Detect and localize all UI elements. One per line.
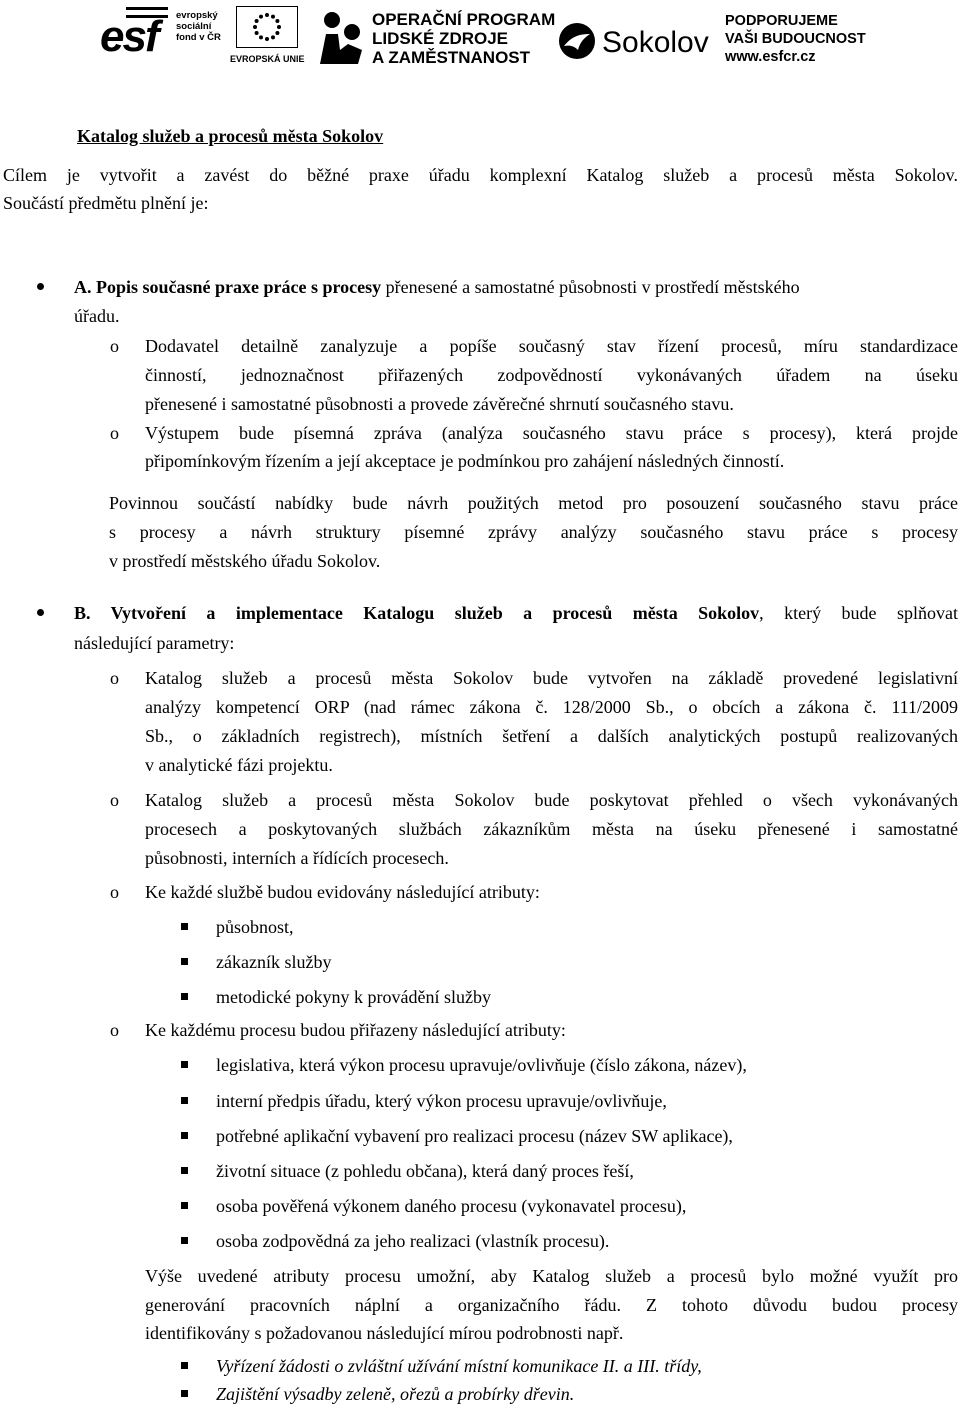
- bullet-o-icon: o: [110, 336, 119, 356]
- square-bullet-icon: [181, 1237, 188, 1244]
- b1-line-1: Katalog služeb a procesů města Sokolov bude vytvořen na základě provedené legislativní: [145, 668, 958, 688]
- paragraph-line-3: v prostředí městského úřadu Sokolov.: [109, 551, 381, 571]
- op-lzz-logo: [318, 4, 556, 68]
- support-text: PODPORUJEME VAŠI BUDOUCNOST www.esfcr.cz: [725, 13, 866, 65]
- bullet-dot-icon: [37, 609, 44, 616]
- process-attribute: legislativa, která výkon procesu upravuje/ovlivňuje (číslo zákona, název),: [216, 1055, 747, 1075]
- service-attribute: působnost,: [216, 917, 294, 937]
- square-bullet-icon: [181, 1202, 188, 1209]
- esf-letters: esf: [100, 12, 158, 61]
- example-process: Vyřízení žádosti o zvláštní užívání místní komunikace II. a III. třídy,: [216, 1356, 702, 1376]
- process-attribute: potřebné aplikační vybavení pro realizaci procesu (název SW aplikace),: [216, 1126, 733, 1146]
- example-process: Zajištění výsadby zeleně, ořezů a probírky dřevin.: [216, 1384, 575, 1404]
- b2-line-3: působnosti, interních a řídících procesech.: [145, 848, 449, 868]
- op-title: OPERAČNÍ PROGRAM LIDSKÉ ZDROJE A ZAMĚSTNANOST: [372, 10, 556, 67]
- eu-caption: EVROPSKÁ UNIE: [230, 54, 305, 64]
- b4-line: Ke každému procesu budou přiřazeny následující atributy:: [145, 1020, 566, 1040]
- paragraph-line-2: s procesy a návrh struktury písemné zprávy analýzy současného stavu práce s procesy: [109, 522, 958, 542]
- bullet-o-icon: o: [110, 668, 119, 688]
- esf-subtitle: evropský sociální fond v ČR: [176, 10, 221, 43]
- bullet-dot-icon: [37, 283, 44, 290]
- b1-line-3: Sb., o základních registrech), místních šetření a dalších analytických postupů realizovaných: [145, 726, 958, 746]
- eu-flag-logo: [230, 4, 305, 68]
- sokolov-bird-icon: [558, 22, 596, 60]
- service-attribute: metodické pokyny k provádění služby: [216, 987, 491, 1007]
- a2-line-1: Výstupem bude písemná zpráva (analýza současného stavu práce s procesy), která projde: [145, 423, 958, 443]
- section-b-heading: [74, 603, 958, 623]
- square-bullet-icon: [181, 1390, 188, 1397]
- op-people-icon: [318, 10, 366, 64]
- square-bullet-icon: [181, 1132, 188, 1139]
- b2-line-1: Katalog služeb a procesů města Sokolov bude poskytovat přehled o všech vykonávaných: [145, 790, 958, 810]
- b2-line-2: procesech a poskytovaných službách zákazníkům města na úseku přenesené i samostatné: [145, 819, 958, 839]
- section-a-heading: [74, 277, 800, 297]
- b3-line: Ke každé službě budou evidovány následující atributy:: [145, 882, 540, 902]
- header-logo-bar: [100, 4, 880, 72]
- section-b-rest: , který bude splňovat: [759, 603, 958, 623]
- process-attribute: životní situace (z pohledu občana), která daný proces řeší,: [216, 1161, 634, 1181]
- bullet-o-icon: o: [110, 882, 119, 902]
- a1-line-2: činností, jednoznačnost přiřazených zodpovědností vykonávaných úřadem na úseku: [145, 365, 958, 385]
- bullet-o-icon: o: [110, 423, 119, 443]
- square-bullet-icon: [181, 1362, 188, 1369]
- paragraph-line-1: Povinnou součástí nabídky bude návrh použitých metod pro posouzení současného stavu práce: [109, 493, 958, 513]
- square-bullet-icon: [181, 1167, 188, 1174]
- section-a-line-2: úřadu.: [74, 306, 120, 326]
- square-bullet-icon: [181, 993, 188, 1000]
- process-attribute: interní předpis úřadu, který výkon procesu upravuje/ovlivňuje,: [216, 1091, 667, 1111]
- a1-line-3: přenesené i samostatné působnosti a provede závěrečné shrnutí současného stavu.: [145, 394, 734, 414]
- sokolov-wordmark: Sokolov: [602, 26, 709, 59]
- closing-line-3: identifikovány s požadovanou následující mírou podrobnosti např.: [145, 1323, 624, 1343]
- square-bullet-icon: [181, 1061, 188, 1068]
- bullet-o-icon: o: [110, 1020, 119, 1040]
- section-a-title: A. Popis současné praxe práce s procesy: [74, 277, 382, 297]
- bullet-o-icon: o: [110, 790, 119, 810]
- section-a-rest: přenesené a samostatné působnosti v prostředí městského: [381, 277, 800, 297]
- document-title: Katalog služeb a procesů města Sokolov: [77, 126, 384, 146]
- sokolov-logo: [558, 4, 708, 68]
- b1-line-2: analýzy kompetencí ORP (nad rámec zákona č. 128/2000 Sb., o obcích a zákona č. 111/2009: [145, 697, 958, 717]
- square-bullet-icon: [181, 1097, 188, 1104]
- closing-line-1: Výše uvedené atributy procesu umožní, aby Katalog služeb a procesů bylo možné využít pro: [145, 1266, 958, 1286]
- section-b-line-2: následující parametry:: [74, 633, 235, 653]
- esfcr-support-logo: [725, 4, 885, 68]
- intro-line-1: Cílem je vytvořit a zavést do běžné praxe úřadu komplexní Katalog služeb a procesů města Sokolov.: [3, 165, 958, 185]
- process-attribute: osoba zodpovědná za jeho realizaci (vlastník procesu).: [216, 1231, 610, 1251]
- intro-line-2: Součástí předmětu plnění je:: [3, 193, 209, 213]
- square-bullet-icon: [181, 958, 188, 965]
- a1-line-1: Dodavatel detailně zanalyzuje a popíše současný stav řízení procesů, míru standardizace: [145, 336, 958, 356]
- eu-flag-icon: [236, 6, 298, 48]
- closing-line-2: generování pracovních náplní a organizačního řádu. Z tohoto důvodu budou procesy: [145, 1295, 958, 1315]
- section-b-title: B. Vytvoření a implementace Katalogu služeb a procesů města Sokolov: [74, 603, 760, 623]
- process-attribute: osoba pověřená výkonem daného procesu (vykonavatel procesu),: [216, 1196, 687, 1216]
- a2-line-2: připomínkovým řízením a její akceptace je podmínkou pro zahájení následných činností.: [145, 451, 785, 471]
- b1-line-4: v analytické fázi projektu.: [145, 755, 333, 775]
- square-bullet-icon: [181, 923, 188, 930]
- service-attribute: zákazník služby: [216, 952, 332, 972]
- esf-logo: [100, 4, 224, 68]
